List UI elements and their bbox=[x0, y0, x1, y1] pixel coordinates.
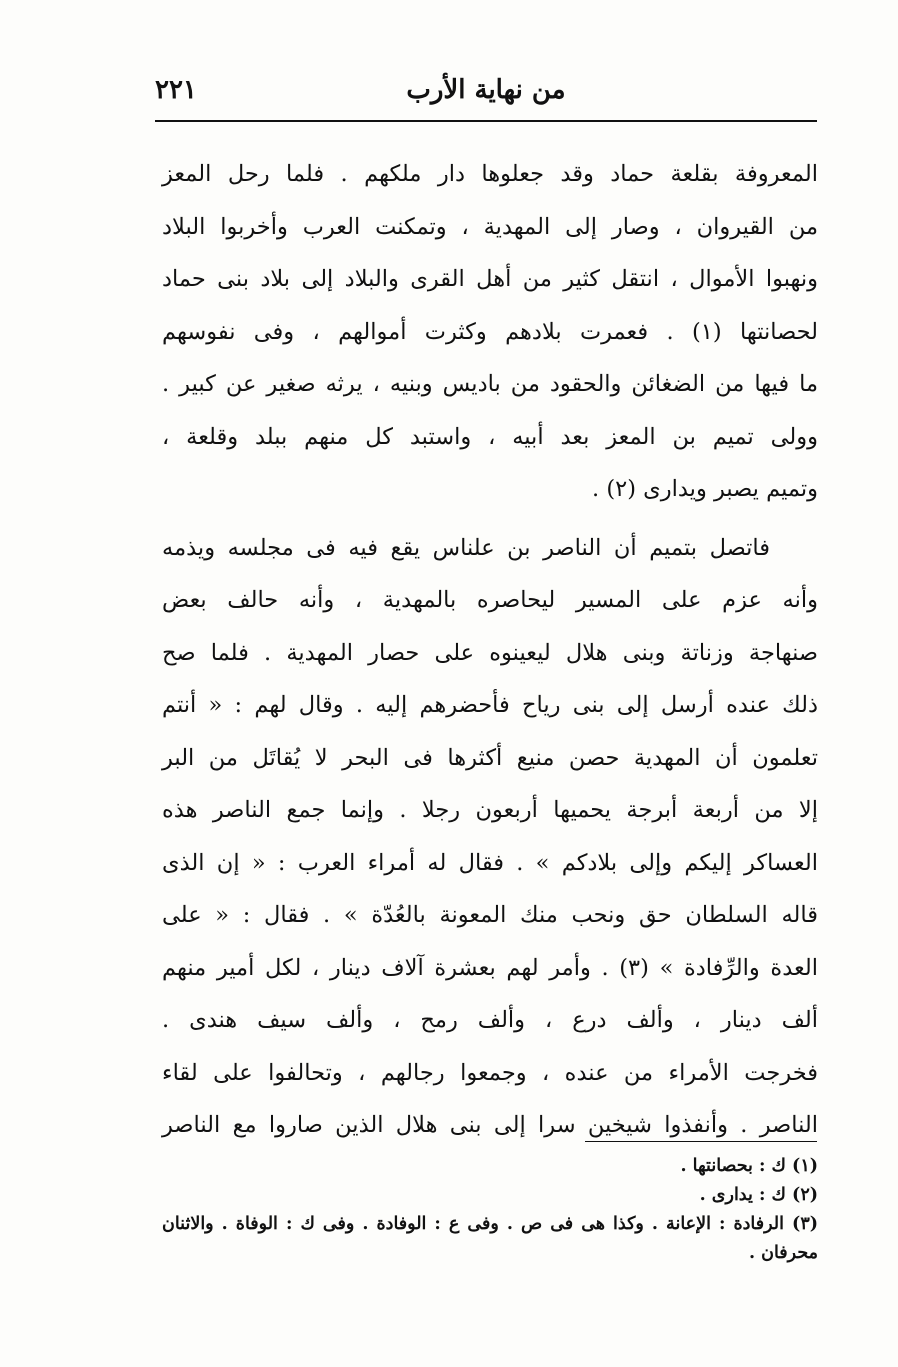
header-rule bbox=[155, 120, 817, 122]
text-line: تعلمون أن المهدية حصن منيع أكثرها فى البحر لا يُقاتَل من البر bbox=[162, 744, 818, 771]
footnotes bbox=[162, 1152, 818, 1268]
text-line: فخرجت الأمراء من عنده ، وجمعوا رجالهم ، وتحالفوا على لقاء bbox=[162, 1059, 818, 1086]
text-line: قاله السلطان حق ونحب منك المعونة بالعُدّة » . فقال : « على bbox=[162, 902, 818, 928]
text-line: المعروفة بقلعة حماد وقد جعلوها دار ملكهم . فلما رحل المعز bbox=[162, 161, 818, 187]
running-title: من نهاية الأرب bbox=[406, 75, 566, 105]
main-text bbox=[162, 148, 818, 1152]
footnote-3: (٣) الرفادة : الإعانة . وكذا هى فى ص . وفى ع : الوفادة . وفى ك : الوفاة . والاثنان bbox=[162, 1214, 818, 1234]
footnote-2: (٢) ك : يدارى . bbox=[699, 1185, 818, 1205]
footnote-1: (١) ك : بحصانتها . bbox=[680, 1156, 818, 1176]
text-line: الناصر . وأنفذوا شيخين سرا إلى بنى هلال الذين صاروا مع الناصر bbox=[162, 1112, 818, 1138]
text-line: إلا من أربعة أبرجة يحميها أربعون رجلا . وإنما جمع الناصر هذه bbox=[162, 797, 818, 823]
text-line: ذلك عنده أرسل إلى بنى رياح فأحضرهم إليه . وقال لهم : « أنتم bbox=[162, 692, 818, 718]
text-line: العساكر إليكم وإلى بلادكم » . فقال له أمراء العرب : « إن الذى bbox=[162, 849, 818, 876]
text-line: صنهاجة وزناتة وبنى هلال ليعينوه على حصار المهدية . فلما صح bbox=[162, 639, 818, 666]
text-line: وتميم يصبر ويدارى (٢) . bbox=[592, 476, 818, 502]
page-number: ٢٢١ bbox=[155, 75, 197, 105]
text-line: وأنه عزم على المسير ليحاصره بالمهدية ، وأنه حالف بعض bbox=[162, 587, 818, 613]
text-line: وولى تميم بن المعز بعد أبيه ، واستبد كل منهم ببلد وقلعة ، bbox=[162, 423, 818, 450]
text-line: لحصانتها (١) . فعمرت بلادهم وكثرت أموالهم ، وفى نفوسهم bbox=[162, 318, 818, 345]
text-line: ألف دينار ، وألف درع ، وألف رمح ، وألف سيف هندى . bbox=[162, 1007, 818, 1033]
text-line: العدة والرِّفادة » (٣) . وأمر لهم بعشرة آلاف دينار ، لكل أمير منهم bbox=[162, 954, 818, 981]
text-line: فاتصل بتميم أن الناصر بن علناس يقع فيه فى مجلسه ويذمه bbox=[162, 534, 770, 561]
footnote-3-continued: محرفان . bbox=[748, 1243, 818, 1263]
text-line: ما فيها من الضغائن والحقود من باديس وبنيه ، يرثه صغير عن كبير . bbox=[162, 371, 818, 397]
footnote-separator bbox=[585, 1141, 817, 1142]
text-line: ونهبوا الأموال ، انتقل كثير من أهل القرى والبلاد إلى بلاد بنى حماد bbox=[162, 266, 818, 292]
text-line: من القيروان ، وصار إلى المهدية ، وتمكنت العرب وأخربوا البلاد bbox=[162, 213, 818, 240]
running-header bbox=[155, 70, 817, 114]
